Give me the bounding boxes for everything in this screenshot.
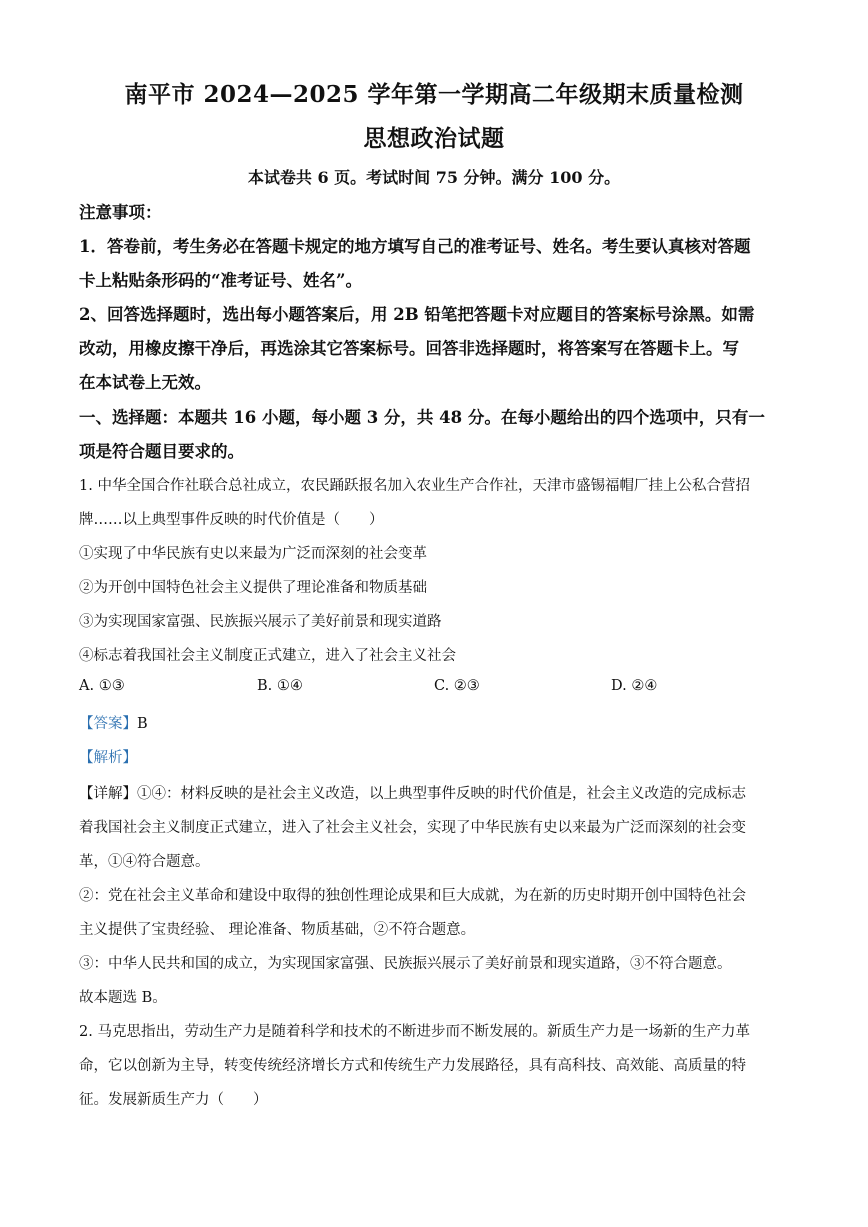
notes-heading: 注意事项： bbox=[79, 203, 162, 222]
q1-option-c: C. ②③ bbox=[434, 678, 480, 694]
q2-stem: 命，它以创新为主导，转变传统经济增长方式和传统生产力发展路径，具有高科技、高效能、高质量的特 bbox=[79, 1058, 746, 1074]
q1-stem: 牌……以上典型事件反映的时代价值是（ ） bbox=[79, 512, 384, 528]
q1-statement: ③为实现国家富强、民族振兴展示了美好前景和现实道路 bbox=[79, 614, 442, 630]
q1-detail: 主义提供了宝贵经验、 理论准备、物质基础，②不符合题意。 bbox=[79, 922, 476, 938]
q1-option-d: D. ②④ bbox=[611, 678, 658, 694]
notes-line: 1．答卷前，考生务必在答题卡规定的地方填写自己的准考证号、姓名。考生要认真核对答题 bbox=[79, 237, 751, 256]
q2-stem: 征。发展新质生产力（ ） bbox=[79, 1092, 268, 1108]
analysis-label: 【解析】 bbox=[79, 750, 137, 766]
q1-analysis bbox=[79, 746, 137, 767]
q1-option-a: A. ①③ bbox=[79, 678, 125, 694]
q1-detail: 着我国社会主义制度正式建立，进入了社会主义社会，实现了中华民族有史以来最为广泛而深刻的社会变 bbox=[79, 820, 746, 836]
q1-answer bbox=[79, 712, 148, 733]
exam-info: 本试卷共 6 页。考试时间 75 分钟。满分 100 分。 bbox=[247, 168, 621, 187]
section-heading: 项是符合题目要求的。 bbox=[79, 442, 244, 461]
q1-statement: ②为开创中国特色社会主义提供了理论准备和物质基础 bbox=[79, 580, 427, 596]
q1-stem: 1. 中华全国合作社联合总社成立，农民踊跃报名加入农业生产合作社，天津市盛锡福帽厂挂上公私合营招 bbox=[79, 478, 750, 494]
q1-statement: ①实现了中华民族有史以来最为广泛而深刻的社会变革 bbox=[79, 546, 427, 562]
exam-title: 南平市 2024—2025 学年第一学期高二年级期末质量检测 bbox=[124, 81, 744, 108]
q1-statement: ④标志着我国社会主义制度正式建立，进入了社会主义社会 bbox=[79, 648, 456, 664]
q1-detail: ②：党在社会主义革命和建设中取得的独创性理论成果和巨大成就，为在新的历史时期开创中国特色社会 bbox=[79, 888, 746, 904]
q1-detail: ③：中华人民共和国的成立，为实现国家富强、民族振兴展示了美好前景和现实道路，③不符合题意。 bbox=[79, 956, 732, 972]
notes-line: 2、回答选择题时，选出每小题答案后，用 2B 铅笔把答题卡对应题目的答案标号涂黑。如需 bbox=[79, 305, 755, 324]
q2-stem: 2. 马克思指出，劳动生产力是随着科学和技术的不断进步而不断发展的。新质生产力是一场新的生产力革 bbox=[79, 1024, 750, 1040]
q1-detail bbox=[79, 782, 746, 803]
answer-value: B bbox=[137, 716, 148, 732]
answer-label: 【答案】 bbox=[79, 716, 137, 732]
detail-text: ①④：材料反映的是社会主义改造，以上典型事件反映的时代价值是，社会主义改造的完成标志 bbox=[137, 786, 746, 802]
subject-title: 思想政治试题 bbox=[363, 125, 505, 152]
q1-conclusion: 故本题选 B。 bbox=[79, 990, 167, 1006]
q1-detail: 革，①④符合题意。 bbox=[79, 854, 210, 870]
detail-label: 【详解】 bbox=[79, 786, 137, 802]
notes-line: 在本试卷上无效。 bbox=[79, 373, 211, 392]
notes-line: 改动，用橡皮擦干净后，再选涂其它答案标号。回答非选择题时，将答案写在答题卡上。写 bbox=[79, 339, 739, 358]
q1-option-b: B. ①④ bbox=[257, 678, 303, 694]
notes-line: 卡上粘贴条形码的“准考证号、姓名”。 bbox=[79, 271, 362, 290]
section-heading: 一、选择题：本题共 16 小题，每小题 3 分，共 48 分。在每小题给出的四个选项中，只有一 bbox=[79, 408, 765, 427]
